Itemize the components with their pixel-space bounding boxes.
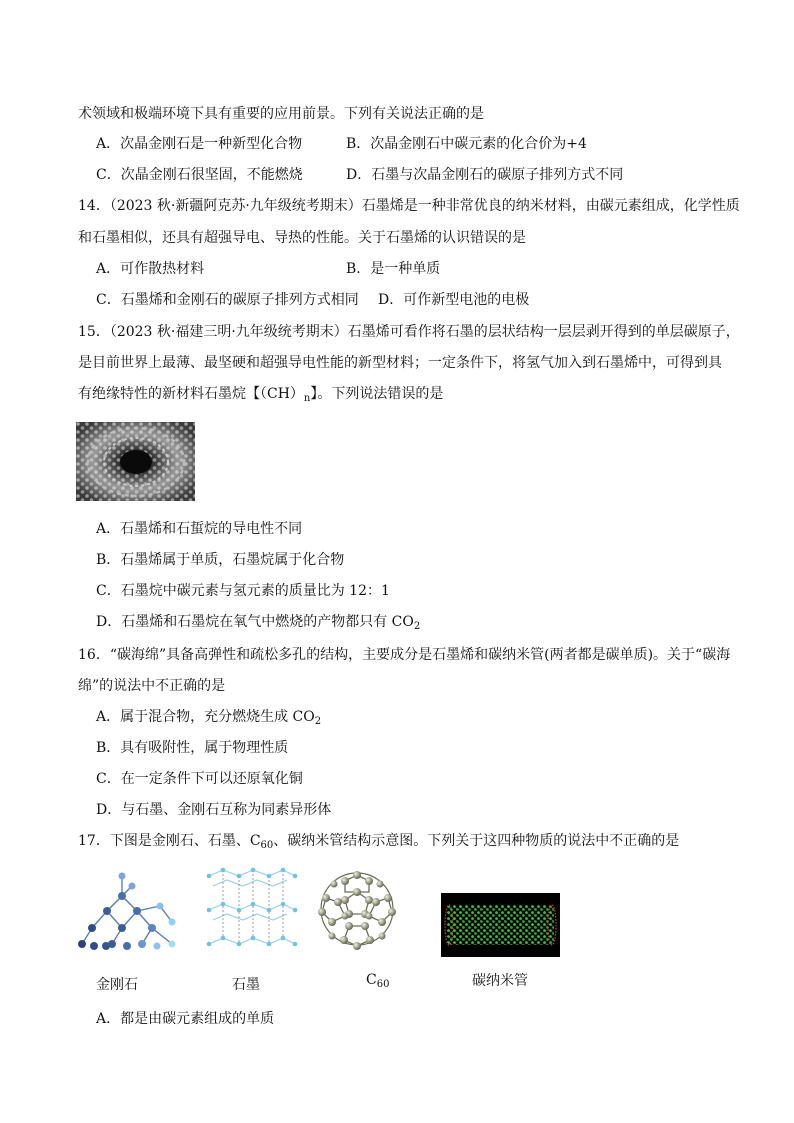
q15-option-d-subscript: 2 bbox=[413, 621, 421, 632]
q15-stem-line1: 15．（2023 秋·福建三明·九年级统考期末）石墨烯可看作将石墨的层状结构一层层剥开得到的单层碳原子， bbox=[78, 324, 740, 340]
q17-stem-line1 bbox=[78, 831, 679, 856]
q13-option-a: A．次晶金刚石是一种新型化合物 bbox=[96, 136, 303, 152]
q15-stem-line3 bbox=[78, 384, 443, 409]
q16-option-a-subscript: 2 bbox=[314, 716, 322, 727]
diamond-structure-image bbox=[72, 866, 180, 954]
q16-option-d: D．与石墨、金刚石互称为同素异形体 bbox=[96, 802, 332, 818]
c60-structure-image bbox=[316, 862, 398, 956]
q16-option-a bbox=[96, 707, 321, 732]
q13-option-b: B．次晶金刚石中碳元素的化合价为+4 bbox=[346, 136, 587, 152]
caption-c60-subscript: 60 bbox=[376, 979, 390, 990]
q13-option-d: D．石墨与次晶金刚石的碳原子排列方式不同 bbox=[346, 167, 624, 183]
q15-stem-line2: 是目前世界上最薄、最坚硬和超强导电性能的新型材料；一定条件下，将氢气加入到石墨烯中，可得到具 bbox=[78, 355, 722, 371]
q17-line1-post: 、碳纳米管结构示意图。下列关于这四种物质的说法中不正确的是 bbox=[273, 833, 680, 849]
q14-stem-line2: 和石墨相似，还具有超强导电、导热的性能。关于石墨烯的认识错误的是 bbox=[78, 230, 526, 246]
graphite-structure-image bbox=[203, 866, 299, 954]
q13-option-c: C．次晶金刚石很坚固，不能燃烧 bbox=[96, 167, 303, 183]
q15-option-a: A．石墨烯和石蜇烷的导电性不同 bbox=[96, 521, 303, 537]
q17-line1-pre: 17．下图是金刚石、石墨、C bbox=[78, 833, 261, 849]
graphene-image bbox=[76, 422, 195, 501]
q17-option-a: A．都是由碳元素组成的单质 bbox=[96, 1011, 275, 1027]
q14-option-b: B．是一种单质 bbox=[346, 261, 441, 277]
q15-option-d-text: D．石墨烯和石墨烷在氧气中燃烧的产物都只有 CO bbox=[96, 614, 414, 630]
caption-c60-main: C bbox=[366, 972, 377, 988]
q15-option-c: C．石墨烷中碳元素与氢元素的质量比为 12：1 bbox=[96, 583, 390, 599]
q15-line3-post: 】。下列说法错误的是 bbox=[310, 386, 444, 402]
caption-nanotube: 碳纳米管 bbox=[472, 973, 528, 989]
q16-option-b: B．具有吸附性，属于物理性质 bbox=[96, 740, 289, 756]
q17-line1-subscript: 60 bbox=[260, 840, 274, 851]
q14-option-a: A．可作散热材料 bbox=[96, 261, 205, 277]
q14-stem-line1: 14．（2023 秋·新疆阿克苏·九年级统考期末）石墨烯是一种非常优良的纳米材料，由碳元素组成，化学性质 bbox=[78, 198, 740, 214]
q15-option-d bbox=[96, 612, 420, 637]
q13-stem: 术领域和极端环境下具有重要的应用前景。下列有关说法正确的是 bbox=[78, 106, 484, 122]
q16-option-a-text: A．属于混合物，充分燃烧生成 CO bbox=[96, 709, 315, 725]
q14-option-c: C．石墨烯和金刚石的碳原子排列方式相同 bbox=[96, 292, 359, 308]
q15-line3-pre: 有绝缘特性的新材料石墨烷【（CH） bbox=[78, 386, 304, 402]
caption-diamond: 金刚石 bbox=[96, 977, 138, 993]
q14-option-d: D．可作新型电池的电极 bbox=[378, 292, 530, 308]
q15-option-b: B．石墨烯属于单质，石墨烷属于化合物 bbox=[96, 552, 345, 568]
caption-c60 bbox=[366, 972, 389, 990]
q16-stem-line1: 16．“碳海绵”具备高弹性和疏松多孔的结构，主要成分是石墨烯和碳纳米管(两者都是碳单质)。关于“碳海 bbox=[78, 647, 731, 663]
q16-option-c: C．在一定条件下可以还原氧化铜 bbox=[96, 771, 303, 787]
q15-line3-subscript: n bbox=[303, 393, 311, 404]
caption-graphite: 石墨 bbox=[232, 977, 260, 993]
q16-stem-line2: 绵”的说法中不正确的是 bbox=[78, 678, 226, 694]
nanotube-structure-image bbox=[441, 893, 560, 957]
